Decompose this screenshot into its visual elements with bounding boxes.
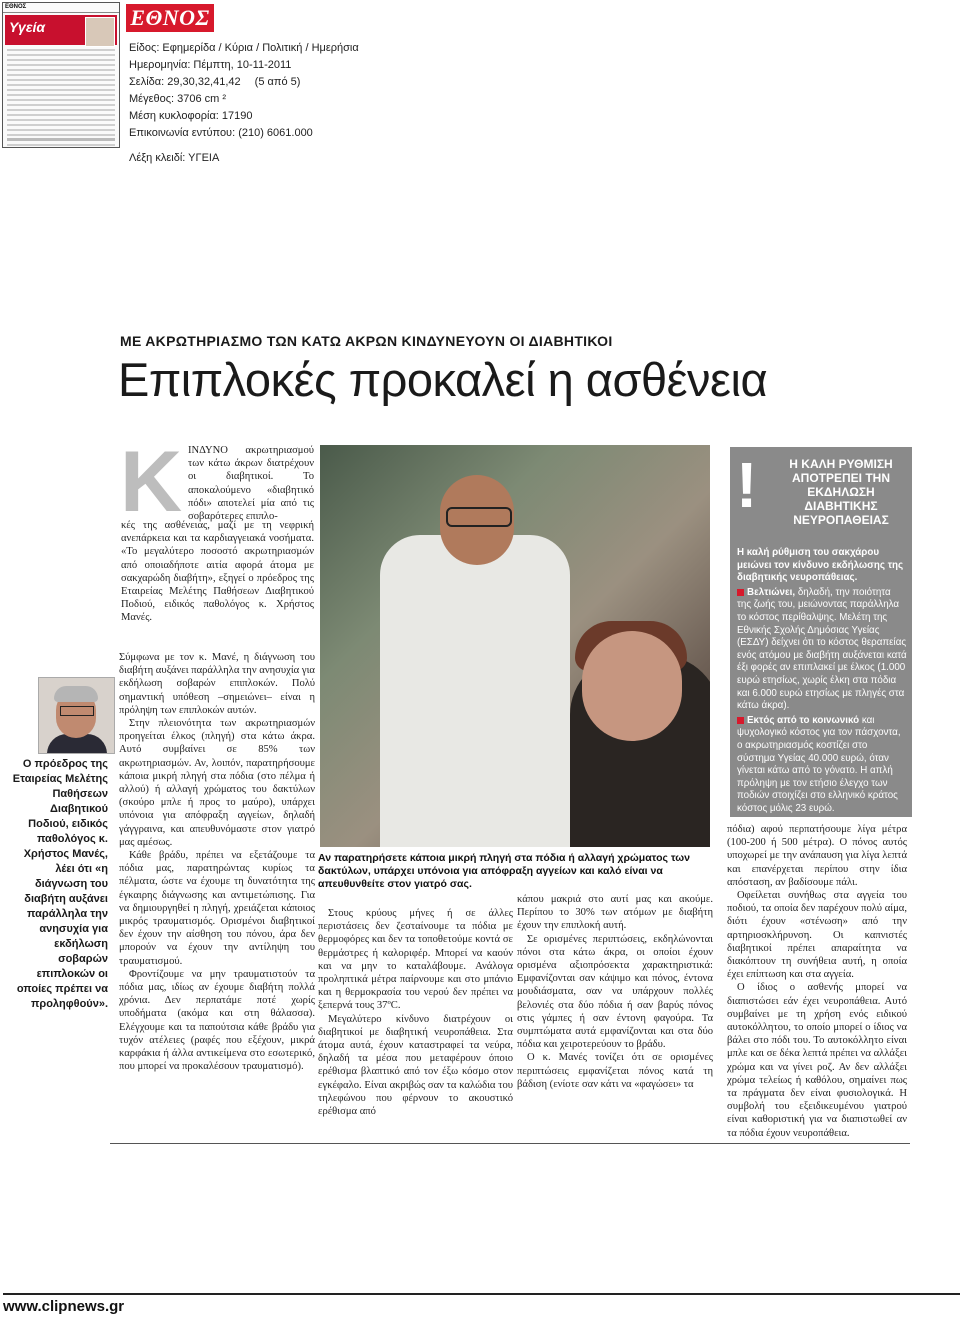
article-bottom-rule [110, 1143, 910, 1144]
article-column-5 [727, 823, 907, 1140]
thumbnail-masthead: ΕΘΝΟΣ [3, 3, 119, 13]
col2-paragraph: Στην πλειονότητα των ακρωτηριασμών προηγείται έλκος (πληγή) στα κάτω άκρα. Αυτό συμβαίνει σε 85% των ακρωτηριασμών. Αν, λοιπόν, παρατηρήσουμε κάποια μικρή πληγή στα πόδια (στο πέλμα ή αλλού) ή αλλαγή χρώματος του δακτύλων (σκούρο μπλε ή προς το μαύρο), υπάρχει υπόνοια για απόφραξη αγγείων, δηλαδή γάγγραινα, και απευθυνόμαστε στον γιατρό μας αμέσως. [119, 718, 315, 848]
article-headline: Επιπλοκές προκαλεί η ασθένεια [118, 353, 768, 406]
col5-paragraph: Οφείλεται συνήθως στα αγγεία του ποδιού, τα οποία δεν παρέχουν πολύ αίμα, διότι έχουν «στένωση» από την αρτηριοσκλήρυνση. Οι καπνιστές διαβητικοί πρέπει απαραίτητα να διακόπτουν τη συνήθεια αυτή, η οποία έχει επίπτωση και στα αγγεία. [727, 890, 907, 981]
clipping-metadata [129, 40, 359, 142]
ethnos-logo: ΕΘΝΟΣ [126, 4, 214, 32]
sidebar-title: Η ΚΑΛΗ ΡΥΘΜΙΣΗ ΑΠΟΤΡΕΠΕΙ ΤΗΝ ΕΚΔΗΛΩΣΗ ΔΙΑΒΗΤΙΚΗΣ ΝΕΥΡΟΠΑΘΕΙΑΣ [789, 457, 893, 527]
meta-type: Είδος: Εφημερίδα / Κύρια / Πολιτική / Ημερήσια [129, 42, 359, 54]
meta-date: Ημερομηνία: Πέμπτη, 10-11-2011 [129, 59, 292, 71]
thumbnail-section-label: Υγεία [9, 19, 46, 35]
sidebar-item-2-text: και ψυχολογικό κόστος για τον πάσχοντα, ο ακρωτηριασμός κοστίζει στο σύστημα Υγείας 40.000 ευρώ, όταν γίνεται κάτω από το γόνατο. Η απλή πρόληψη με τον ετήσιο έλεγχο των ποδιών στοιχίζει στο ελληνικό κράτος κόστος μόλις 23 ευρώ. [737, 714, 901, 814]
col4-paragraph: Σε ορισμένες περιπτώσεις, εκδηλώνονται πόνοι στα κάτω άκρα, οι οποίοι έχουν ορισμένα αξιοπρόσεκτα χαρακτηριστικά: Εμφανίζονται σαν κάψιμο και πόνος, έντονα μουδιάσματα, σαν να υπάρχουν πολλές βελονιές στα δύο πόδια ή σαν βαρύς πόνος στις γάμπες ή σαν έντονη φαγούρα. Τα συμπτώματα αυτά εμφανίζονται και στα δύο πόδια και χειροτερεύουν το βράδυ. [517, 933, 713, 1051]
col3-paragraph: Στους κρύους μήνες ή σε άλλες περιστάσεις δεν ζεσταίνουμε τα πόδια με θερμοφόρες και δεν τα τοποθετούμε κοντά σε θερμάστρες ή καλοριφέρ. Μπορεί να καούν και να μην το καταλάβουμε. Ανάλογα προληπτικά μέτρα παίρνουμε και στο μπάνιο και η θερμοκρασία του νερού δεν πρέπει να ξεπερνά τους 37ºC. [318, 908, 513, 1012]
portrait-caption: Ο πρόεδρος της Εταιρείας Μελέτης Παθήσεων Διαβητικού Ποδιού, ειδικός παθολόγος κ. Χρήστος Μανές, λέει ότι «η διάγνωση του διαβήτη αυξάνει παράλληλα την ανησυχία για εκδήλωση σοβαρών επιπλοκών οι οποίες πρέπει να προληφθούν». [12, 758, 108, 1010]
meta-size: Μέγεθος: 3706 cm ² [129, 93, 227, 105]
thumbnail-section-banner [5, 15, 117, 45]
sidebar-item-2-bold: Εκτός από το κοινωνικό [747, 714, 860, 726]
footer-url[interactable]: www.clipnews.gr [3, 1298, 125, 1315]
page-thumbnail [2, 2, 120, 148]
article-column-2 [119, 651, 315, 1074]
meta-keyword: Λέξη κλειδί: ΥΓΕΙΑ [129, 152, 220, 164]
intro-paragraph-b: κές της ασθένειας, μαζί με τη νεφρική ανεπάρκεια και τα καρδιαγγειακά νοσήματα. «Το μεγαλύτερο ποσοστό ακρωτηριασμών από οποιαδήποτε αιτία αφορά άτομα με σακχαρώδη διαβήτη», εξηγεί ο πρόεδρος της Εταιρείας Μελέτης Παθήσεων Διαβητικού Ποδιού, ειδικός παθολόγος κ. Χρήστος Μανές. [121, 520, 314, 624]
photo-caption: Αν παρατηρήσετε κάποια μικρή πληγή στα πόδια ή αλλαγή χρώματος των δακτύλων, υπάρχει υπόνοια για απόφραξη αγγείων και καλό είναι να απευθυνθείτε στον γιατρό σας. [318, 852, 690, 890]
article-photo [320, 445, 710, 847]
meta-pages-row [129, 74, 359, 91]
col2-paragraph: Φροντίζουμε να μην τραυματιστούν τα πόδια μας, ιδίως αν έχουμε διαβήτη πολλά χρόνια. Δεν περπατάμε ποτέ χωρίς υποδήματα (ακόμα και στη θάλασσα). Ελέγχουμε και τα παπούτσια κάθε βράδυ για τυχόν ατέλειες (ραφές που εξέχουν, μικρά καρφάκια ή άλλα αντικείμενα στο εσωτερικό, που μπορεί να προκαλέσουν τραυματισμό). [119, 968, 315, 1073]
thumbnail-footer-line [7, 138, 115, 141]
article-column-4 [517, 893, 713, 1091]
sidebar-item-1-text: δηλαδή, την ποιότητα της ζωής του, μειώνοντας παράλληλα το κόστος περίθαλψης. Μελέτη της Εθνικής Σχολής Δημόσιας Υγείας (ΕΣΔΥ) δείχνει ότι το κόστος θεραπείας ενός ατόμου με διαβήτη αυξάνεται κατά έξι φορές αν επιπλακεί με έλκος (1.000 ευρώ ετησίως, χωρίς έλκη στα πόδια και 6.000 ευρώ ετησίως με πληγές στα κάτω άκρα). [737, 586, 907, 712]
intro-paragraph-a: ΙΝΔΥΝΟ ακρωτηριασμού των κάτω άκρων διατρέχουν οι διαβητικοί. Το αποκαλούμενο «διαβητικό πόδι» αποτελεί μία από τις σοβαρότερες επιπλο- [188, 445, 314, 523]
article-kicker: ΜΕ ΑΚΡΩΤΗΡΙΑΣΜΟ ΤΩΝ ΚΑΤΩ ΑΚΡΩΝ ΚΙΝΔΥΝΕΥΟΥΝ ΟΙ ΔΙΑΒΗΤΙΚΟΙ [120, 333, 613, 349]
red-square-bullet-icon [737, 717, 744, 724]
col5-paragraph: Ο ίδιος ο ασθενής μπορεί να διαπιστώσει εάν έχει νευροπάθεια. Αυτό συμβαίνει με τη χρήση ενός ειδικού αυτοκόλλητου, το οποίο μπορεί ο ίδιος να βάλει στο πόδι του. Το αυτοκόλλητο είναι μπλε και σε δέκα λεπτά πρέπει να αλλάξει χρώμα και να γίνει ροζ. Αν δεν αλλάξει χρώμα τελείως ή καθόλου, σημαίνει πως τα πράγματα δεν είναι φυσιολογικά. Η συμβολή του εξειδικευμένου γιατρού είναι καθοριστική για να διαπιστωθεί αν τα πόδια έχουν νευροπάθεια. [727, 982, 907, 1139]
meta-circulation: Μέση κυκλοφορία: 17190 [129, 110, 253, 122]
drop-cap: Κ [120, 434, 183, 530]
col3-paragraph: Μεγαλύτερο κίνδυνο διατρέχουν οι διαβητικοί με διαβητική νευροπάθεια. Στα άτομα αυτά, έχουν καταστραφεί τα νεύρα, δηλαδή τα μέσα που μεταφέρουν όποιο ερέθισμα βλαπτικό από τον έξω κόσμο στον εγκέφαλο. Είναι ακριβώς σαν τα καλώδια του τηλεφώνου που φέρνουν το ακουστικό ερέθισμα από [318, 1013, 513, 1118]
meta-contact: Επικοινωνία εντύπου: (210) 6061.000 [129, 127, 313, 139]
col2-paragraph: Σύμφωνα με τον κ. Μανέ, η διάγνωση του διαβήτη αυξάνει παράλληλα την ανησυχία για εκδήλωση σοβαρών επιπλοκών. Πολύ σημαντική υπόθεση –σημειώνει– είναι η πρόληψη των επιπλοκών αυτών. [119, 652, 315, 716]
red-square-bullet-icon [737, 589, 744, 596]
col4-paragraph: κάπου μακριά στο αυτί μας και ακούμε. Περίπου το 30% των ατόμων με διαβήτη έχουν την επιπλοκή αυτή. [517, 894, 713, 932]
exclamation-icon: ! [736, 449, 758, 521]
article-column-3 [318, 907, 513, 1118]
meta-pages-count: (5 από 5) [254, 76, 301, 88]
col4-paragraph: Ο κ. Μανές τονίζει ότι σε ορισμένες περιπτώσεις εμφανίζεται πόνος κατά τη βάδιση (ενίοτε σαν κάτι να «φαγώσει» τα [517, 1052, 713, 1090]
meta-pages: Σελίδα: 29,30,32,41,42 [129, 76, 241, 88]
thumbnail-text-lines [7, 49, 115, 146]
footer-rule [3, 1293, 960, 1295]
article-intro-top [188, 444, 314, 523]
sidebar-item-2 [737, 715, 907, 816]
president-portrait [38, 677, 115, 754]
sidebar-box [730, 447, 912, 817]
sidebar-body [737, 547, 907, 817]
sidebar-item-1 [737, 587, 907, 713]
article-intro-bottom [121, 519, 314, 625]
col5-paragraph: πόδια) αφού περπατήσουμε λίγα μέτρα (100-200 ή 500 μέτρα). Ο πόνος αυτός υποχωρεί με την ανάπαυση για λίγα λεπτά και επανέρχεται περίπου στην ίδια απόσταση, αν βαδίσουμε πάλι. [727, 824, 907, 888]
sidebar-item-1-bold: Βελτιώνει, [747, 586, 796, 598]
col2-paragraph: Κάθε βράδυ, πρέπει να εξετάζουμε τα πόδια μας, παρατηρώντας κυρίως τα πέλματα, ώστε να έχουμε τη δυνατότητα της έγκαιρης διάγνωσης και αντιμετώπισης. Για να δημιουργηθεί η πληγή, χρειάζεται κάποιος μικρός τραυματισμός. Ορισμένοι διαβητικοί δεν έχουν την αίσθηση του πόνου, άρα δεν μπορούν να έχουν την αντίληψη του τραυματισμού. [119, 850, 315, 967]
thumbnail-photo [85, 17, 115, 47]
sidebar-lead: Η καλή ρύθμιση του σακχάρου μειώνει τον κίνδυνο εκδήλωσης της διαβητικής νευροπάθειας. [737, 547, 904, 584]
